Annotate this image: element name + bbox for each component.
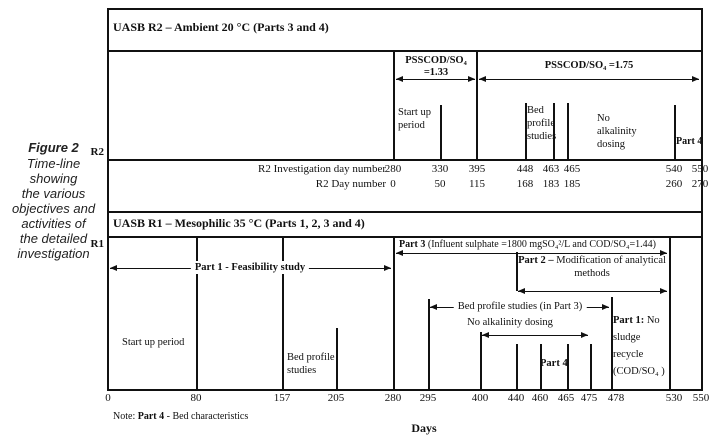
r1-part1-no-sludge-title: Part 1: xyxy=(613,315,645,326)
r2-day-tick-label: 185 xyxy=(563,178,581,190)
r1-part1-no-sludge-line2: sludge xyxy=(613,332,641,343)
x-axis-tick-label: 440 xyxy=(507,392,525,404)
r1-part1-no-sludge-line1 xyxy=(613,312,669,329)
r1-part2-label-detail: Modification of analytical xyxy=(556,255,666,266)
frame-left-line xyxy=(107,8,109,391)
r2-inv-day-tick-label: 540 xyxy=(665,163,683,175)
r1-no-alkalinity-arrow xyxy=(482,335,588,336)
r2-ratio-175-span-arrow xyxy=(479,79,699,80)
r2-tick-465 xyxy=(567,103,569,159)
r2-investigation-row-label: R2 Investigation day number xyxy=(257,163,386,175)
r2-inv-day-tick-label: 280 xyxy=(384,163,402,175)
r2-day-tick-label: 50 xyxy=(434,178,446,190)
r2-timeline-axis xyxy=(107,159,703,161)
r1-part1-no-sludge-line3: recycle xyxy=(613,349,644,360)
figure-caption-line: Time-line xyxy=(26,156,81,171)
figure-caption-line: the various xyxy=(21,186,86,201)
figure-note-prefix: Note: xyxy=(113,411,138,422)
r2-inv-day-tick-label: 463 xyxy=(542,163,560,175)
r1-part1-no-sludge-line4: (COD/SO₄ ) xyxy=(613,366,665,377)
r2-dayline-280 xyxy=(393,52,395,159)
r1-tick-400 xyxy=(480,332,482,389)
x-axis-tick-label: 80 xyxy=(190,392,202,404)
r2-inv-day-tick-label: 550 xyxy=(691,163,709,175)
r1-part2-span-arrow xyxy=(518,291,667,292)
r2-startup-label: Start up period xyxy=(398,107,431,131)
r2-inv-day-tick-label: 465 xyxy=(563,163,581,175)
x-axis-tick-label: 460 xyxy=(531,392,549,404)
r2-inv-day-tick-label: 330 xyxy=(431,163,449,175)
r2-day-tick-label: 270 xyxy=(691,178,709,190)
x-axis-tick-label: 0 xyxy=(105,392,111,404)
r2-tick-540 xyxy=(674,105,676,159)
x-axis-tick-label: 550 xyxy=(692,392,710,404)
frame-top-line xyxy=(107,8,703,10)
r1-tick-440 xyxy=(516,344,518,389)
r2-ratio-133-label-line2: =1.33 xyxy=(423,67,449,78)
r1-part4-label: Part 4 xyxy=(540,358,568,369)
x-axis-line xyxy=(107,389,703,391)
figure-caption-line: showing xyxy=(29,171,78,186)
r1-part1-no-sludge-label xyxy=(613,312,669,380)
x-axis-tick-label: 475 xyxy=(580,392,598,404)
x-axis-tick-label: 530 xyxy=(665,392,683,404)
frame-right-line xyxy=(701,8,703,391)
r1-dayline-280 xyxy=(393,238,395,389)
x-axis-tick-label: 400 xyxy=(471,392,489,404)
x-axis-tick-label: 465 xyxy=(557,392,575,404)
r2-day-tick-label: 168 xyxy=(516,178,534,190)
r1-part2-label-title: Part 2 – xyxy=(518,255,557,266)
r1-header-top-line xyxy=(107,211,703,213)
r1-startup-label: Start up period xyxy=(122,337,185,348)
figure-caption-line: objectives and xyxy=(11,201,96,216)
r2-day-row-label: R2 Day number xyxy=(315,178,386,190)
r2-side-label: R2 xyxy=(90,146,104,158)
figure-caption-title: Figure 2 xyxy=(28,140,79,155)
r1-side-label: R1 xyxy=(90,238,104,250)
r1-section-header: UASB R1 – Mesophilic 35 °C (Parts 1, 2, 3 and 4) xyxy=(113,216,365,230)
r2-ratio-133-span-arrow xyxy=(396,79,475,80)
r2-day-tick-label: 183 xyxy=(542,178,560,190)
r1-tick-475 xyxy=(590,344,592,389)
r1-part3-label-detail: (Influent sulphate =1800 mgSO₄²/L and COD/SO₄=1.44) xyxy=(425,239,656,250)
figure-caption-line: the detailed xyxy=(19,231,88,246)
r1-part3-label xyxy=(399,238,656,251)
r2-day-tick-label: 115 xyxy=(468,178,486,190)
r2-ratio-175-label: PSSCOD/SO₄ =1.75 xyxy=(544,60,634,71)
x-axis-tick-label: 295 xyxy=(419,392,437,404)
r2-day-tick-label: 260 xyxy=(665,178,683,190)
r1-dayline-530 xyxy=(669,238,671,389)
r2-inv-day-tick-label: 448 xyxy=(516,163,534,175)
x-axis-tick-label: 280 xyxy=(384,392,402,404)
figure-caption-line: investigation xyxy=(17,246,90,261)
figure-note-part4: Part 4 xyxy=(137,411,165,422)
r1-bed-profile-part3-label: Bed profile studies (in Part 3) xyxy=(454,300,587,313)
r2-ratio-133-label-line1: PSSCOD/SO₄ xyxy=(405,55,467,66)
r1-part3-label-title: Part 3 xyxy=(399,239,426,250)
r2-day-tick-label: 0 xyxy=(390,178,396,190)
r1-part2-label-line2: methods xyxy=(574,268,610,279)
x-axis-tick-label: 157 xyxy=(273,392,291,404)
r2-section-header: UASB R2 – Ambient 20 °C (Parts 3 and 4) xyxy=(113,20,329,34)
x-axis-tick-label: 205 xyxy=(327,392,345,404)
r1-part1-no-sludge-rest: No xyxy=(644,315,660,326)
r2-dayline-395 xyxy=(476,52,478,159)
r2-inv-day-tick-label: 395 xyxy=(468,163,486,175)
x-axis-title: Days xyxy=(411,421,437,435)
r1-tick-295 xyxy=(428,299,430,389)
r1-no-alkalinity-label: No alkalinity dosing xyxy=(467,317,553,328)
r2-no-alkalinity-label: No alkalinity dosing xyxy=(597,113,637,150)
r1-part2-label xyxy=(518,254,666,267)
figure-note xyxy=(113,410,248,423)
x-axis-tick-label: 478 xyxy=(607,392,625,404)
r1-part1-feasibility-label: Part 1 - Feasibility study xyxy=(191,261,309,274)
figure-note-rest: - Bed characteristics xyxy=(164,411,249,422)
r2-bed-profile-label: Bed profile studies xyxy=(527,105,557,142)
r2-part4-label: Part 4 xyxy=(676,136,703,147)
r2-header-bottom-line xyxy=(107,50,703,52)
figure-caption-line: activities of xyxy=(21,216,86,231)
r1-bed-profile-label: Bed profile studies xyxy=(287,352,335,376)
